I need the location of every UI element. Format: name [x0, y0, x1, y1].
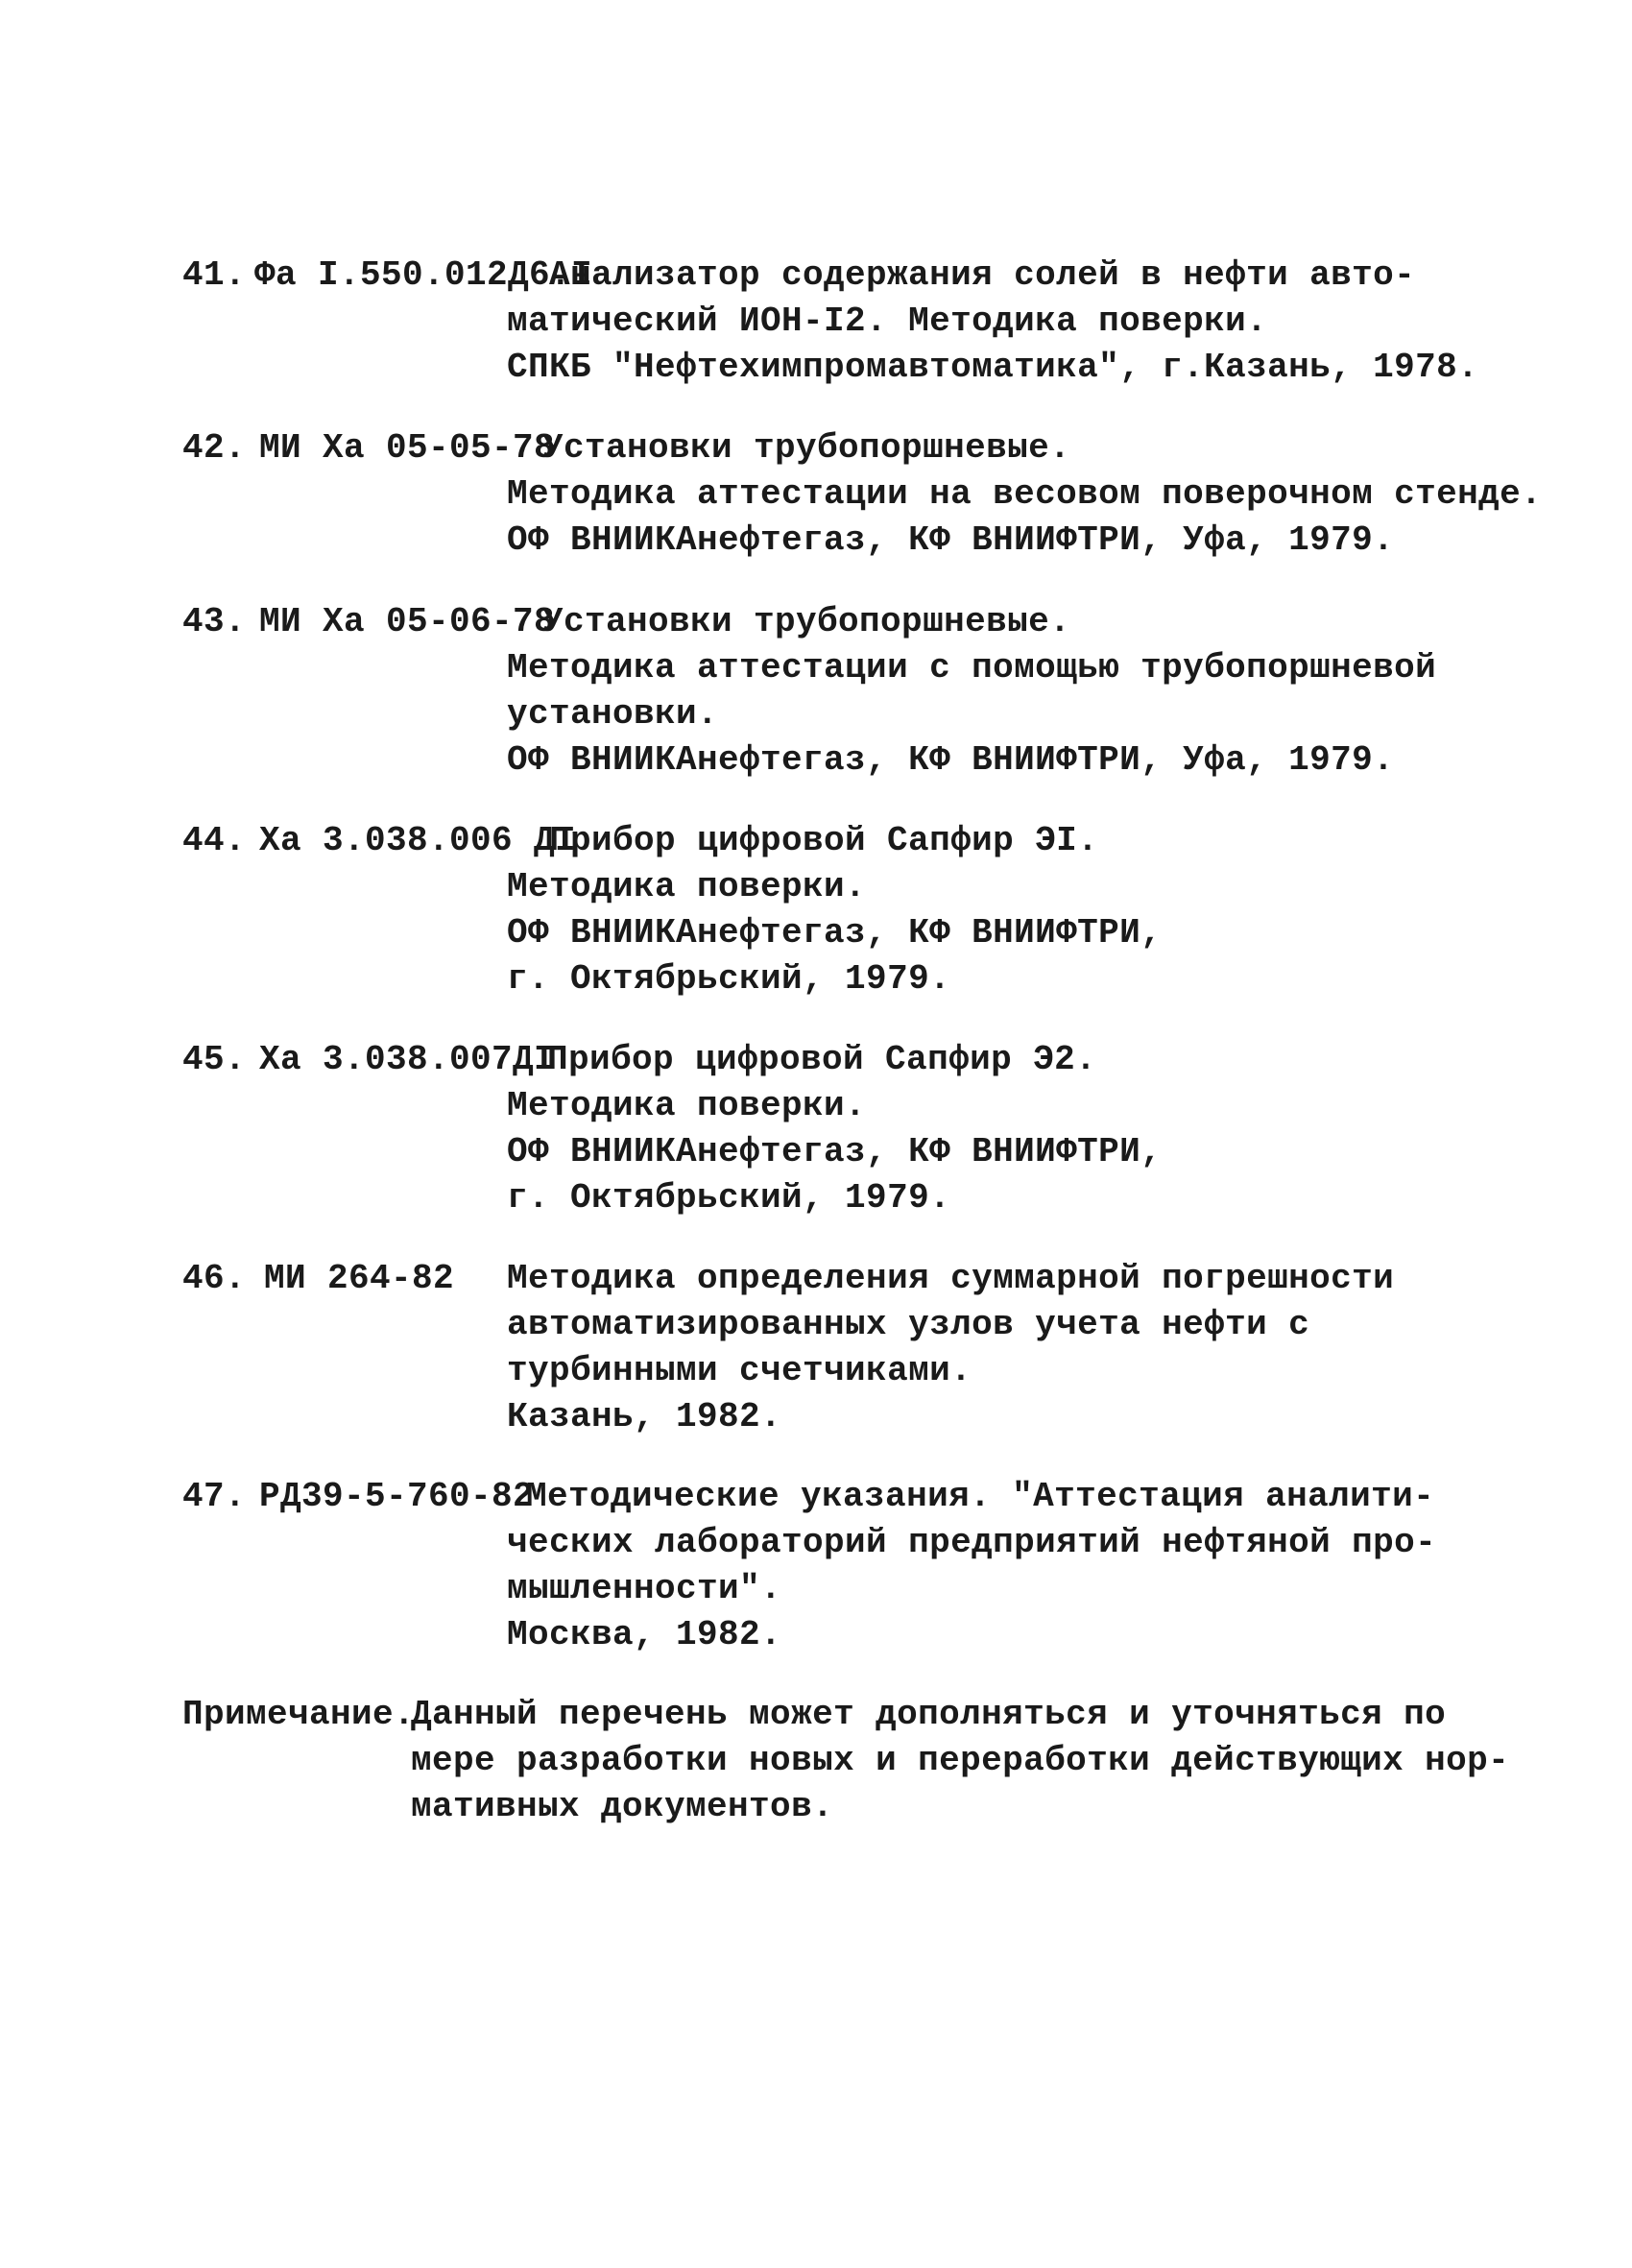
entry-line: ОФ ВНИИКАнефтегаз, КФ ВНИИФТРИ, Уфа, 1979.: [507, 740, 1395, 780]
entry-line: Москва, 1982.: [507, 1615, 782, 1654]
entry-line: Методические указания. "Аттестация аналити-: [526, 1477, 1435, 1516]
note-label: Примечание.: [182, 1695, 416, 1734]
entry-number: 43.: [182, 602, 247, 641]
entry-number: 46.: [182, 1259, 247, 1298]
entry-line: Казань, 1982.: [507, 1397, 782, 1436]
entry-number: 42.: [182, 428, 247, 468]
entry-number: 45.: [182, 1040, 247, 1079]
entry-code: МИ Ха 05-06-78: [259, 602, 556, 641]
entry-line: ОФ ВНИИКАнефтегаз, КФ ВНИИФТРИ,: [507, 913, 1163, 953]
entry-line: ОФ ВНИИКАнефтегаз, КФ ВНИИФТРИ, Уфа, 1979.: [507, 520, 1395, 560]
entry-number: 44.: [182, 821, 247, 860]
entry-line: Прибор цифровой Сапфир Э2.: [547, 1040, 1097, 1079]
entry-number: 41.: [182, 255, 247, 295]
note-line: мере разработки новых и переработки действующих нор-: [411, 1741, 1510, 1780]
entry-number: 47.: [182, 1477, 247, 1516]
entry-line: Анализатор содержания солей в нефти авто-: [549, 255, 1416, 295]
note-line: Данный перечень может дополняться и уточняться по: [411, 1695, 1447, 1734]
entry-line: г. Октябрьский, 1979.: [507, 1178, 951, 1218]
entry-line: турбинными счетчиками.: [507, 1351, 972, 1390]
note-line: мативных документов.: [411, 1787, 834, 1826]
entry-code: Ха 3.038.006 ДI: [259, 821, 577, 860]
entry-line: матический ИОН-I2. Методика поверки.: [507, 302, 1268, 341]
entry-line: Методика аттестации с помощью трубопоршневой: [507, 648, 1437, 688]
entry-code: РД39-5-760-82: [259, 1477, 535, 1516]
entry-code: МИ 264-82: [264, 1259, 455, 1298]
entry-code: Фа I.550.012Д6.I: [254, 255, 593, 295]
entry-line: СПКБ "Нефтехимпромавтоматика", г.Казань, 1978.: [507, 348, 1479, 387]
entry-line: Установки трубопоршневые.: [542, 428, 1071, 468]
entry-line: ОФ ВНИИКАнефтегаз, КФ ВНИИФТРИ,: [507, 1132, 1163, 1171]
entry-code: Ха 3.038.007ДI: [259, 1040, 556, 1079]
entry-line: Методика поверки.: [507, 867, 867, 906]
entry-line: автоматизированных узлов учета нефти с: [507, 1305, 1310, 1344]
entry-line: Прибор цифровой Сапфир ЭI.: [549, 821, 1099, 860]
entry-code: МИ Ха 05-05-78: [259, 428, 556, 468]
entry-line: мышленности".: [507, 1569, 782, 1608]
entry-line: Методика аттестации на весовом поверочном стенде.: [507, 474, 1543, 514]
entry-line: Методика поверки.: [507, 1086, 867, 1125]
entry-line: г. Октябрьский, 1979.: [507, 959, 951, 999]
entry-line: Методика определения суммарной погрешности: [507, 1259, 1395, 1298]
entry-line: ческих лабораторий предприятий нефтяной про-: [507, 1523, 1437, 1562]
entry-line: установки.: [507, 694, 719, 734]
entry-line: Установки трубопоршневые.: [542, 602, 1071, 641]
